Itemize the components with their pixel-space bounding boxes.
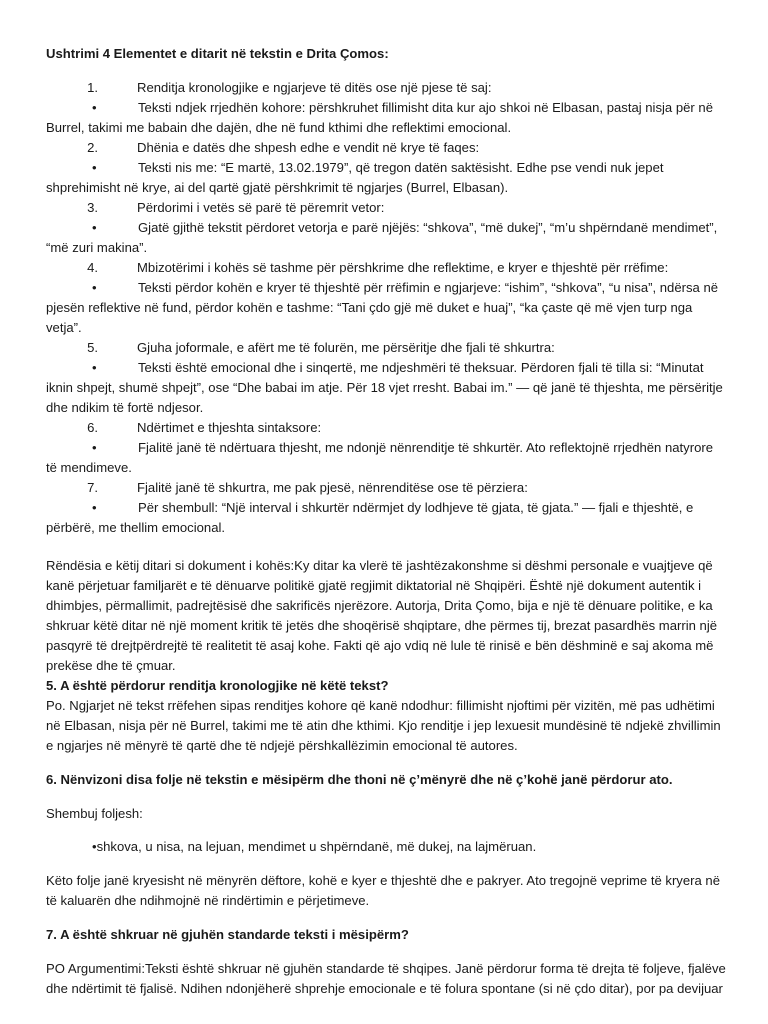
item-heading: Gjuha joformale, e afërt me të folurën, me përsëritje dhe fjali të shkurtra: [137, 340, 555, 355]
item-number: 1. [87, 80, 98, 95]
question-6: 6. Nënvizoni disa folje në tekstin e mësipërm dhe thoni në ç’mënyrë dhe në ç’kohë janë përdorur ato. [46, 772, 673, 787]
bullet-glyph: • [92, 100, 97, 115]
question-5: 5. A është përdorur renditja kronologjike në këtë tekst? [46, 678, 389, 693]
bullet-glyph: • [92, 500, 97, 515]
list-item [46, 338, 726, 358]
rendesia-paragraph: Rëndësia e këtij ditari si dokument i kohës:Ky ditar ka vlerë të jashtëzakonshme si dëshmi personale e vuajtjeve që kanë përjetuar familjarët e të dënuarve politikë gjatë regjimit diktatorial në Shqipëri. Është një dokument autentik i dhimbjes, përmallimit, padrejtësisë dhe sakrificës njerëzore. Autorja, Drita Çomo, bija e një të dënuare politike, e ka shkruar këtë ditar në një moment kritik të jetës dhe shoqërisë shqiptare, dhe përmes tij, brezat pasardhës marrin një pasqyrë të drejtpërdrejtë të realitetit të asaj kohe. Fakti që ajo vdiq në lule të rinisë e bën dëshminë e saj akoma më prekëse dhe të çmuar. [46, 558, 718, 673]
item-bullet [46, 98, 726, 138]
bullet-text: Teksti është emocional dhe i sinqertë, me ndjeshmëri të theksuar. Përdoren fjali të tilla si: “Minutat iknin shpejt, shumë shpejt”, ose “Dhe babai im atje. Për 18 vjet rresht. Babai im.” — që janë të thjeshta, me përsëritje dhe ndikim të fortë ndjesor. [46, 360, 723, 415]
exercise-title: Ushtrimi 4 Elementet e ditarit në tekstin e Drita Çomos: [46, 46, 389, 61]
bullet-glyph: • [92, 220, 97, 235]
item-number: 6. [87, 420, 98, 435]
bullet-glyph: • [92, 440, 97, 455]
list-item [46, 78, 726, 98]
answer-5: Po. Ngjarjet në tekst rrëfehen sipas renditjes kohore që kanë ndodhur: fillimisht njoftimi për vizitën, më pas udhëtimi në Elbasan, nisja për në Burrel, takimi me të atin dhe kthimi. Kjo renditje i jep lexuesit mundësinë të ndjekë zhvillimin e ngjarjes në mënyrë të qartë dhe të ndjejë përshkallëzimin emocional të autores. [46, 698, 721, 753]
item-number: 7. [87, 480, 98, 495]
bullet-glyph: • [92, 160, 97, 175]
bullet-text: Teksti përdor kohën e kryer të thjeshtë për rrëfimin e ngjarjeve: “ishim”, “shkova”, “u nisa”, ndërsa në pjesën reflektive në fund, përdor kohën e tashme: “Tani çdo gjë më duket e huaj”, “ka çaste që më vjen turp nga vetja”. [46, 280, 719, 335]
item-bullet [46, 218, 726, 258]
item-number: 2. [87, 140, 98, 155]
item-heading: Dhënia e datës dhe shpesh edhe e vendit në krye të faqes: [137, 140, 480, 155]
item-bullet [46, 498, 726, 538]
item-heading: Përdorimi i vetës së parë të përemrit vetor: [137, 200, 385, 215]
item-number: 4. [87, 260, 98, 275]
document-page [46, 44, 726, 999]
item-heading: Renditja kronologjike e ngjarjeve të ditës ose një pjese të saj: [137, 80, 492, 95]
bullet-text: Teksti ndjek rrjedhën kohore: përshkruhet fillimisht dita kur ajo shkoi në Elbasan, pastaj nisja për në Burrel, takimi me babain dhe dajën, dhe në fund kthimi dhe reflektimi emocional. [46, 100, 713, 135]
bullet-glyph: • [92, 280, 97, 295]
bullet-text: Për shembull: “Një interval i shkurtër ndërmjet dy lodhjeve të gjata, të gjata.” — fjali e thjeshtë, e përbërë, me thellim emocional. [46, 500, 694, 535]
item-bullet [46, 158, 726, 198]
answer-6: Këto folje janë kryesisht në mënyrën dëftore, kohë e kyer e thjeshtë dhe e pakryer. Ato tregojnë veprime të kryera në të kaluarën dhe ndihmojnë në rindërtimin e përjetimeve. [46, 873, 720, 908]
list-item [46, 258, 726, 278]
list-item [46, 138, 726, 158]
item-number: 3. [87, 200, 98, 215]
list-item [46, 478, 726, 498]
item-bullet [46, 278, 726, 338]
item-bullet [46, 438, 726, 478]
question-7: 7. A është shkruar në gjuhën standarde teksti i mësipërm? [46, 927, 409, 942]
list-item [46, 418, 726, 438]
item-heading: Mbizotërimi i kohës së tashme për përshkrime dhe reflektime, e kryer e thjeshtë për rrëfime: [137, 260, 669, 275]
item-number: 5. [87, 340, 98, 355]
item-heading: Fjalitë janë të shkurtra, me pak pjesë, nënrenditëse ose të përziera: [137, 480, 528, 495]
item-heading: Ndërtimet e thjeshta sintaksore: [137, 420, 322, 435]
item-bullet [46, 358, 726, 418]
bullet-text: Gjatë gjithë tekstit përdoret vetorja e parë njëjës: “shkova”, “më dukej”, “m’u shpërndanë mendimet”, “më zuri makina”. [46, 220, 718, 255]
bullet-text: Fjalitë janë të ndërtuara thjesht, me ndonjë nënrenditje të shkurtër. Ato reflektojnë rrjedhën natyrore të mendimeve. [46, 440, 714, 475]
list-item [46, 198, 726, 218]
examples-list: •shkova, u nisa, na lejuan, mendimet u shpërndanë, më dukej, na lajmëruan. [92, 839, 537, 854]
examples-label: Shembuj foljesh: [46, 806, 143, 821]
elements-list [46, 78, 726, 538]
bullet-glyph: • [92, 360, 97, 375]
answer-7: PO Argumentimi:Teksti është shkruar në gjuhën standarde të shqipes. Janë përdorur forma të drejta të foljeve, fjalëve dhe ndërtimit të fjalisë. Ndihen ndonjëherë shprehje emocionale e të folura spontane (si në çdo ditar), por pa devijuar [46, 961, 726, 996]
bullet-text: Teksti nis me: “E martë, 13.02.1979”, që tregon datën saktësisht. Edhe pse vendi nuk jepet shprehimisht në krye, ai del qartë gjatë përshkrimit të ngjarjes (Burrel, Elbasan). [46, 160, 664, 195]
